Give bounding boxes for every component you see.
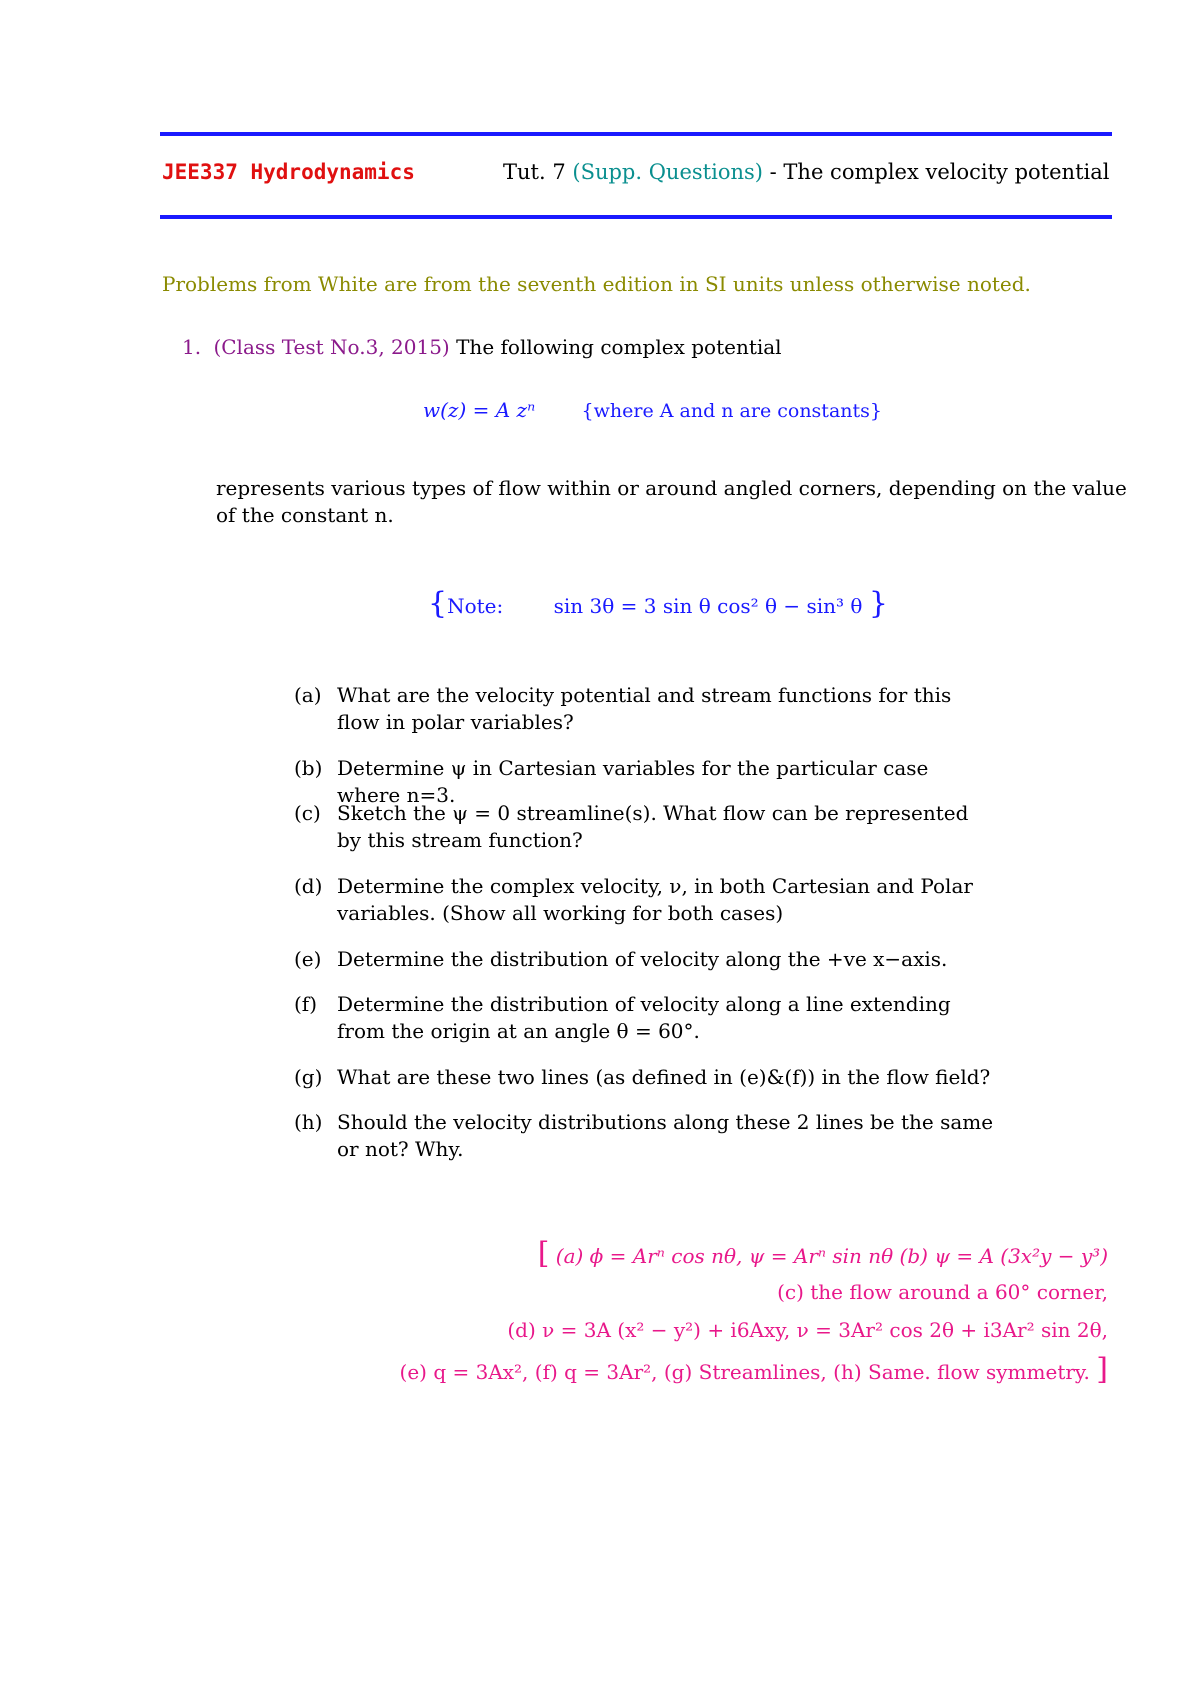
answer-close-bracket: ] <box>1096 1352 1108 1387</box>
heading-dash: - <box>762 160 784 184</box>
answer-line-2: (c) the flow around a 60° corner, <box>777 1280 1108 1304</box>
answer-line-3: (d) ν = 3A (x² − y²) + i6Axy, ν = 3Ar² cos 2θ + i3Ar² sin 2θ, <box>507 1318 1108 1342</box>
equation-constants-note: {where A and n are constants} <box>581 400 882 422</box>
part-text: Determine ψ in Cartesian variables for the particular case where n=3. <box>337 756 929 807</box>
part-text: Determine the distribution of velocity along a line extending from the origin at an angle θ = 60°. <box>337 992 951 1043</box>
part-label: (b) <box>294 756 323 780</box>
note-label: Note: <box>447 594 504 618</box>
part-text: Determine the distribution of velocity along the +ve x−axis. <box>337 947 948 971</box>
part-label: (f) <box>294 992 318 1016</box>
part-label: (a) <box>294 683 322 707</box>
part-text: What are these two lines (as defined in (e)&(f)) in the flow field? <box>337 1065 991 1089</box>
complex-potential-equation <box>423 398 882 422</box>
tutorial-heading <box>503 160 1109 184</box>
question-source: (Class Test No.3, 2015) <box>213 335 450 359</box>
note-open-brace: { <box>428 586 448 621</box>
supp-questions-label: (Supp. Questions) <box>572 160 763 184</box>
question-1-lead <box>182 335 782 359</box>
question-lead-text: The following complex potential <box>456 335 782 359</box>
answer-line-1 <box>538 1236 1108 1271</box>
part-text: Determine the complex velocity, ν, in both Cartesian and Polar variables. (Show all working for both cases) <box>337 874 973 925</box>
answer-open-bracket: [ <box>537 1236 550 1271</box>
answer-line-4 <box>400 1352 1108 1387</box>
part-label: (e) <box>294 947 322 971</box>
trig-identity-note <box>428 586 888 621</box>
note-formula: sin 3θ = 3 sin θ cos² θ − sin³ θ <box>553 594 863 618</box>
part-text: Sketch the ψ = 0 streamline(s). What flow can be represented by this stream function? <box>337 801 969 852</box>
part-label: (c) <box>294 801 321 825</box>
note-close-brace: } <box>868 586 888 621</box>
question-number: 1. <box>182 335 202 359</box>
header-bottom-rule <box>160 215 1112 219</box>
intro-note: Problems from White are from the seventh edition in SI units unless otherwise noted. <box>162 272 1031 296</box>
question-description-line-1: represents various types of flow within or around angled corners, depending on the value <box>216 476 1127 500</box>
answer-text: (e) q = 3Ax², (f) q = 3Ar², (g) Streamlines, (h) Same. flow symmetry. <box>399 1360 1090 1384</box>
question-description-line-2: of the constant n. <box>216 503 394 527</box>
part-text: Should the velocity distributions along these 2 lines be the same or not? Why. <box>337 1110 994 1161</box>
tutorial-title: The complex velocity potential <box>783 160 1110 184</box>
tutorial-number: Tut. 7 <box>503 160 566 184</box>
course-title: JEE337 Hydrodynamics <box>162 160 415 184</box>
part-label: (h) <box>294 1110 323 1134</box>
equation-main: w(z) = A zⁿ <box>423 398 536 422</box>
header-top-rule <box>160 132 1112 136</box>
part-text: What are the velocity potential and stream functions for this flow in polar variables? <box>337 683 952 734</box>
answer-text: (a) ϕ = Arⁿ cos nθ, ψ = Arⁿ sin nθ (b) ψ = A (3x²y − y³) <box>555 1244 1108 1268</box>
part-label: (g) <box>294 1065 323 1089</box>
part-label: (d) <box>294 874 323 898</box>
